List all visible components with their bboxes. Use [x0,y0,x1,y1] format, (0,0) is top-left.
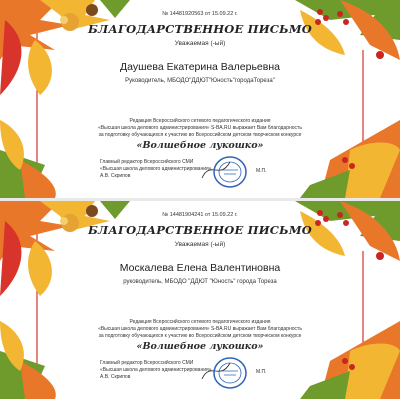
body-line: «Высшая школа делового администрирования» S-BA.RU выражает Вам благодарность [98,125,302,132]
certificate-title: БЛАГОДАРСТВЕННОЕ ПИСЬМО [88,223,312,237]
signature-line: Главный редактор Всероссийского СМИ [100,360,194,366]
contest-name: «Волшебное лукошко» [136,140,264,151]
signature-line: Главный редактор Всероссийского СМИ [100,159,194,165]
recipient-name: Москалева Елена Валентиновна [119,262,281,274]
signature-line: А.В. Скрипов [100,374,131,380]
stamp-label: М.П. [256,168,267,174]
stamp-icon [200,351,250,391]
body-line: Редакция Всероссийского сетевого педагогического издания [129,319,271,325]
contest-name: «Волшебное лукошко» [136,341,264,352]
certificate-number: № 14481904241 от 15.09.22 г. [162,212,238,218]
certificate-title: БЛАГОДАРСТВЕННОЕ ПИСЬМО [88,22,312,36]
recipient-name: Даушева Екатерина Валерьевна [120,61,280,73]
body-line: «Высшая школа делового администрирования» S-BA.RU выражает Вам благодарность [98,326,302,333]
certificate-2 [0,201,400,399]
certificate-number: № 14481920563 от 15.09.22 г. [162,11,238,17]
salutation: Уважаемая (-ый) [174,40,226,47]
stamp-label: М.П. [256,369,267,375]
body-line: за подготовку обучающихся к участию во Всероссийском детском творческом конкурсе [98,132,302,139]
recipient-role: Руководитель, МБОДО"ДДЮТ"Юность"городаТореза" [125,78,275,84]
body-text [0,118,400,140]
signature-line: «Высшая школа делового администрирования» [100,367,212,373]
recipient-role: руководитель, МБОДО "ДДЮТ "Юность" города Тореза [123,279,277,285]
signature-line: «Высшая школа делового администрирования» [100,166,212,172]
signature-line: А.В. Скрипов [100,173,131,179]
stamp-icon [200,150,250,190]
body-text [0,319,400,341]
body-line: за подготовку обучающихся к участию во Всероссийском детском творческом конкурсе [98,333,302,340]
certificate-1 [0,0,400,198]
body-line: Редакция Всероссийского сетевого педагогического издания [129,118,271,124]
salutation: Уважаемая (-ый) [174,241,226,248]
